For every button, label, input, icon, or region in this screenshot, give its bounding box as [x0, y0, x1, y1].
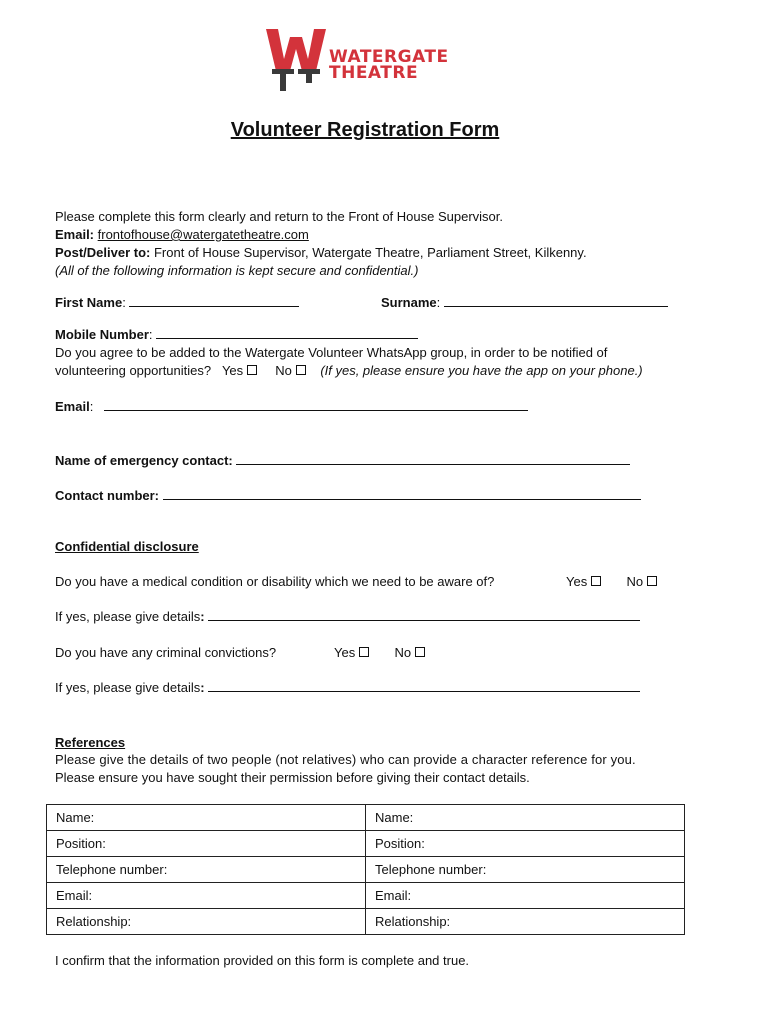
surname-label: Surname	[381, 295, 437, 310]
ref1-relationship-cell[interactable]: Relationship:	[47, 909, 366, 935]
contact-email-link[interactable]: frontofhouse@watergatetheatre.com	[97, 227, 309, 242]
mobile-label: Mobile Number	[55, 327, 149, 342]
post-line	[55, 245, 587, 260]
criminal-yes-label: Yes	[334, 645, 356, 660]
emergency-row	[55, 453, 630, 468]
contact-number-label: Contact number:	[55, 488, 159, 503]
first-name-label: First Name	[55, 295, 123, 310]
form-title: Volunteer Registration Form	[230, 119, 500, 141]
ref2-relationship-cell[interactable]: Relationship:	[366, 909, 685, 935]
medical-question: Do you have a medical condition or disability which we need to be aware of?	[55, 574, 495, 589]
ref2-telephone-cell[interactable]: Telephone number:	[366, 857, 685, 883]
ref1-email-cell[interactable]: Email:	[47, 883, 366, 909]
emergency-label: Name of emergency contact:	[55, 453, 233, 468]
whatsapp-question-cont: volunteering opportunities?	[55, 363, 212, 378]
table-row	[47, 831, 685, 857]
table-row	[47, 857, 685, 883]
medical-details-label: If yes, please give details	[55, 609, 201, 624]
whatsapp-question-line2	[55, 363, 643, 378]
w-logo-mark-icon	[266, 29, 326, 91]
table-row	[47, 909, 685, 935]
criminal-details-row: If yes, please give details:	[55, 680, 640, 695]
ref1-telephone-cell[interactable]: Telephone number:	[47, 857, 366, 883]
secure-note: (All of the following information is kept secure and confidential.)	[55, 263, 419, 278]
post-address: Front of House Supervisor, Watergate Theatre, Parliament Street, Kilkenny.	[153, 245, 587, 260]
first-name-field[interactable]	[129, 295, 299, 307]
surname-field[interactable]	[444, 295, 668, 307]
criminal-no-label: No	[394, 645, 412, 660]
surname-row: Surname:	[381, 295, 668, 310]
contact-number-row	[55, 488, 641, 503]
table-row	[47, 883, 685, 909]
medical-yes-checkbox[interactable]	[591, 576, 601, 586]
watergate-theatre-logo	[266, 29, 466, 91]
medical-yes-label: Yes	[566, 574, 588, 589]
logo-line2: THEATRE	[329, 63, 419, 83]
references-text-line2: Please ensure you have sought their permission before giving their contact details.	[55, 770, 530, 785]
criminal-details-label: If yes, please give details	[55, 680, 201, 695]
ref2-name-cell[interactable]: Name:	[366, 805, 685, 831]
contact-email-line	[55, 227, 309, 242]
criminal-details-field[interactable]	[208, 680, 640, 692]
email-label: Email:	[55, 227, 95, 242]
medical-details-row: If yes, please give details:	[55, 609, 640, 624]
whatsapp-no-checkbox[interactable]	[296, 365, 306, 375]
whatsapp-note: (If yes, please ensure you have the app on your phone.)	[320, 363, 643, 378]
ref2-email-cell[interactable]: Email:	[366, 883, 685, 909]
medical-no-checkbox[interactable]	[647, 576, 657, 586]
email-row: Email:	[55, 399, 528, 414]
ref1-name-cell[interactable]: Name:	[47, 805, 366, 831]
criminal-no-checkbox[interactable]	[415, 647, 425, 657]
whatsapp-no-label: No	[275, 363, 292, 378]
medical-no-label: No	[626, 574, 644, 589]
logo-text	[329, 49, 449, 81]
confidential-heading: Confidential disclosure	[55, 539, 199, 554]
mobile-field[interactable]	[156, 327, 418, 339]
contact-number-field[interactable]	[163, 488, 641, 500]
criminal-options	[334, 645, 425, 660]
email-field[interactable]	[104, 399, 528, 411]
email-field-label: Email	[55, 399, 90, 414]
references-table	[46, 804, 685, 935]
criminal-yes-checkbox[interactable]	[359, 647, 369, 657]
references-text-line1: Please give the details of two people (not relatives) who can provide a character reference for you.	[55, 752, 636, 767]
whatsapp-question: Do you agree to be added to the Watergate Volunteer WhatsApp group, in order to be notified of	[55, 345, 608, 360]
first-name-row: First Name:	[55, 295, 299, 310]
table-row	[47, 805, 685, 831]
emergency-field[interactable]	[236, 453, 630, 465]
logo-line1: WATERGATE	[329, 47, 449, 67]
mobile-row: Mobile Number:	[55, 327, 418, 342]
ref2-position-cell[interactable]: Position:	[366, 831, 685, 857]
criminal-question: Do you have any criminal convictions?	[55, 645, 277, 660]
medical-options	[566, 574, 657, 589]
whatsapp-yes-checkbox[interactable]	[247, 365, 257, 375]
confirmation-text: I confirm that the information provided on this form is complete and true.	[55, 953, 470, 968]
post-label: Post/Deliver to:	[55, 245, 151, 260]
references-heading: References	[55, 735, 126, 750]
whatsapp-yes-label: Yes	[221, 363, 244, 378]
instruction-text: Please complete this form clearly and return to the Front of House Supervisor.	[55, 209, 503, 224]
ref1-position-cell[interactable]: Position:	[47, 831, 366, 857]
medical-details-field[interactable]	[208, 609, 640, 621]
